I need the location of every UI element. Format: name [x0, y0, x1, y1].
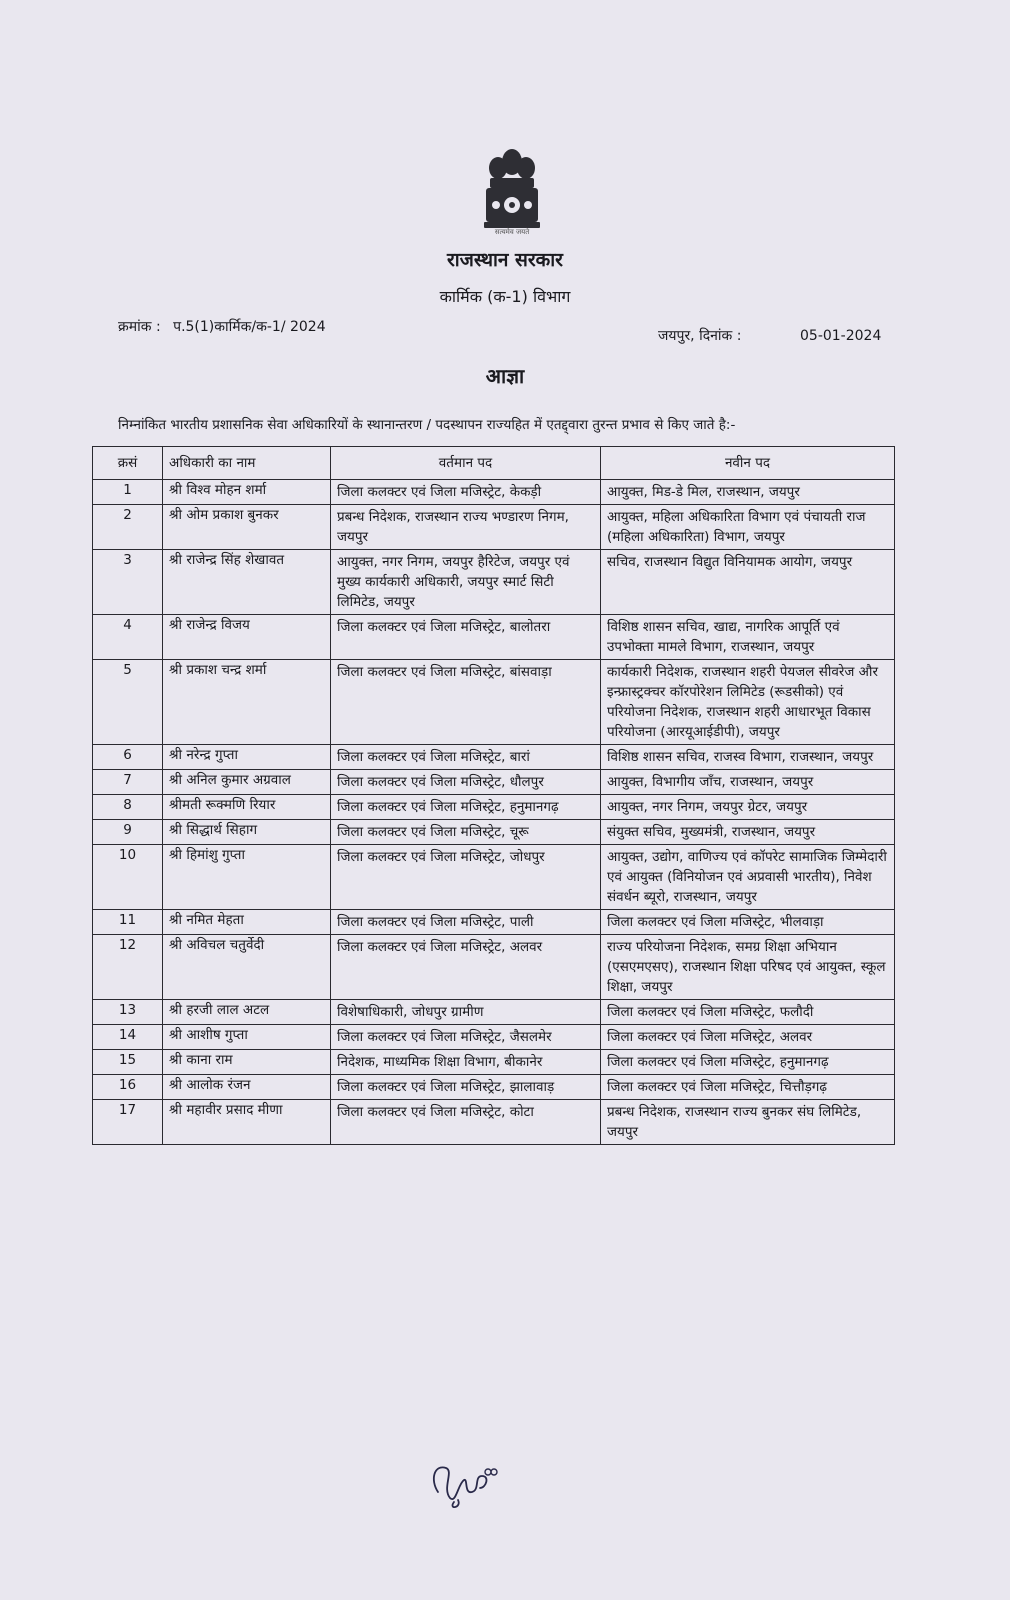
serial-number: 15 — [93, 1050, 163, 1075]
column-header-current-post: वर्तमान पद — [331, 447, 601, 480]
current-post: जिला कलक्टर एवं जिला मजिस्ट्रेट, हनुमानगढ़ — [331, 795, 601, 820]
serial-number: 1 — [93, 480, 163, 505]
new-post: आयुक्त, नगर निगम, जयपुर ग्रेटर, जयपुर — [601, 795, 895, 820]
column-header-new-post: नवीन पद — [601, 447, 895, 480]
government-name: राजस्थान सरकार — [447, 249, 563, 271]
current-post: निदेशक, माध्यमिक शिक्षा विभाग, बीकानेर — [331, 1050, 601, 1075]
place-date-label: जयपुर, दिनांक : — [658, 328, 742, 344]
table-row — [93, 745, 895, 770]
serial-number: 6 — [93, 745, 163, 770]
current-post: विशेषाधिकारी, जोधपुर ग्रामीण — [331, 1000, 601, 1025]
column-header-name: अधिकारी का नाम — [163, 447, 331, 480]
new-post: आयुक्त, महिला अधिकारिता विभाग एवं पंचायती राज (महिला अधिकारिता) विभाग, जयपुर — [601, 505, 895, 550]
current-post: प्रबन्ध निदेशक, राजस्थान राज्य भण्डारण निगम, जयपुर — [331, 505, 601, 550]
serial-number: 17 — [93, 1100, 163, 1145]
officer-name: श्री अनिल कुमार अग्रवाल — [163, 770, 331, 795]
new-post: संयुक्त सचिव, मुख्यमंत्री, राजस्थान, जयपुर — [601, 820, 895, 845]
new-post: जिला कलक्टर एवं जिला मजिस्ट्रेट, चित्तौड़गढ़ — [601, 1075, 895, 1100]
serial-number: 12 — [93, 935, 163, 1000]
officer-name: श्री ओम प्रकाश बुनकर — [163, 505, 331, 550]
reference-label: क्रमांक : — [118, 319, 161, 335]
new-post: आयुक्त, विभागीय जाँच, राजस्थान, जयपुर — [601, 770, 895, 795]
table-row — [93, 615, 895, 660]
new-post: राज्य परियोजना निदेशक, समग्र शिक्षा अभियान (एसएमएसए), राजस्थान शिक्षा परिषद एवं आयुक्त, स्कूल शिक्षा, जयपुर — [601, 935, 895, 1000]
new-post: जिला कलक्टर एवं जिला मजिस्ट्रेट, हनुमानगढ़ — [601, 1050, 895, 1075]
officer-name: श्री आशीष गुप्ता — [163, 1025, 331, 1050]
current-post: जिला कलक्टर एवं जिला मजिस्ट्रेट, पाली — [331, 910, 601, 935]
current-post: आयुक्त, नगर निगम, जयपुर हैरिटेज, जयपुर एवं मुख्य कार्यकारी अधिकारी, जयपुर स्मार्ट सिटी लिमिटेड, जयपुर — [331, 550, 601, 615]
order-title: आज्ञा — [485, 364, 525, 388]
emblem-motto: सत्यमेव जयते — [494, 228, 530, 236]
table-row — [93, 1050, 895, 1075]
table-row — [93, 1075, 895, 1100]
serial-number: 14 — [93, 1025, 163, 1050]
officer-name: श्री विश्व मोहन शर्मा — [163, 480, 331, 505]
officer-name: श्री प्रकाश चन्द्र शर्मा — [163, 660, 331, 745]
officer-name: श्रीमती रूक्मणि रियार — [163, 795, 331, 820]
officer-name: श्री नमित मेहता — [163, 910, 331, 935]
table-row — [93, 505, 895, 550]
officer-name: श्री महावीर प्रसाद मीणा — [163, 1100, 331, 1145]
current-post: जिला कलक्टर एवं जिला मजिस्ट्रेट, धौलपुर — [331, 770, 601, 795]
table-row — [93, 1025, 895, 1050]
current-post: जिला कलक्टर एवं जिला मजिस्ट्रेट, बालोतरा — [331, 615, 601, 660]
officer-name: श्री हिमांशु गुप्ता — [163, 845, 331, 910]
table-row — [93, 1100, 895, 1145]
new-post: आयुक्त, मिड-डे मिल, राजस्थान, जयपुर — [601, 480, 895, 505]
table-row — [93, 480, 895, 505]
table-row — [93, 845, 895, 910]
serial-number: 10 — [93, 845, 163, 910]
officer-name: श्री आलोक रंजन — [163, 1075, 331, 1100]
reference-line — [118, 317, 326, 336]
serial-number: 3 — [93, 550, 163, 615]
new-post: जिला कलक्टर एवं जिला मजिस्ट्रेट, फलौदी — [601, 1000, 895, 1025]
new-post: सचिव, राजस्थान विद्युत विनियामक आयोग, जयपुर — [601, 550, 895, 615]
table-row — [93, 1000, 895, 1025]
serial-number: 2 — [93, 505, 163, 550]
officer-name: श्री सिद्धार्थ सिहाग — [163, 820, 331, 845]
serial-number: 11 — [93, 910, 163, 935]
serial-number: 13 — [93, 1000, 163, 1025]
table-row — [93, 820, 895, 845]
table-row — [93, 660, 895, 745]
signature-icon — [428, 1458, 498, 1510]
column-header-serial: क्रसं — [93, 447, 163, 480]
table-row — [93, 910, 895, 935]
new-post: आयुक्त, उद्योग, वाणिज्य एवं कॉपरेट सामाजिक जिम्मेदारी एवं आयुक्त (विनियोजन एवं अप्रवासी भारतीय), निवेश संवर्धन ब्यूरो, राजस्थान, जयपुर — [601, 845, 895, 910]
serial-number: 5 — [93, 660, 163, 745]
order-date: 05-01-2024 — [800, 328, 882, 344]
officer-name: श्री अविचल चतुर्वेदी — [163, 935, 331, 1000]
serial-number: 9 — [93, 820, 163, 845]
table-row — [93, 550, 895, 615]
new-post: प्रबन्ध निदेशक, राजस्थान राज्य बुनकर संघ लिमिटेड, जयपुर — [601, 1100, 895, 1145]
officer-name: श्री नरेन्द्र गुप्ता — [163, 745, 331, 770]
serial-number: 8 — [93, 795, 163, 820]
table-row — [93, 935, 895, 1000]
national-emblem-icon — [480, 142, 544, 242]
officer-name: श्री राजेन्द्र विजय — [163, 615, 331, 660]
serial-number: 4 — [93, 615, 163, 660]
current-post: जिला कलक्टर एवं जिला मजिस्ट्रेट, चूरू — [331, 820, 601, 845]
current-post: जिला कलक्टर एवं जिला मजिस्ट्रेट, जैसलमेर — [331, 1025, 601, 1050]
new-post: जिला कलक्टर एवं जिला मजिस्ट्रेट, भीलवाड़ा — [601, 910, 895, 935]
officer-name: श्री राजेन्द्र सिंह शेखावत — [163, 550, 331, 615]
new-post: विशिष्ठ शासन सचिव, राजस्व विभाग, राजस्थान, जयपुर — [601, 745, 895, 770]
new-post: विशिष्ठ शासन सचिव, खाद्य, नागरिक आपूर्ति एवं उपभोक्ता मामले विभाग, राजस्थान, जयपुर — [601, 615, 895, 660]
new-post: कार्यकारी निदेशक, राजस्थान शहरी पेयजल सीवरेज और इन्फ्रास्ट्रक्चर कॉरपोरेशन लिमिटेड (रूडसीको) एवं परियोजना निदेशक, राजस्थान शहरी आधारभूत विकास परियोजना (आरयूआईडीपी), जयपुर — [601, 660, 895, 745]
current-post: जिला कलक्टर एवं जिला मजिस्ट्रेट, बांसवाड़ा — [331, 660, 601, 745]
current-post: जिला कलक्टर एवं जिला मजिस्ट्रेट, बारां — [331, 745, 601, 770]
new-post: जिला कलक्टर एवं जिला मजिस्ट्रेट, अलवर — [601, 1025, 895, 1050]
officer-name: श्री काना राम — [163, 1050, 331, 1075]
serial-number: 16 — [93, 1075, 163, 1100]
current-post: जिला कलक्टर एवं जिला मजिस्ट्रेट, अलवर — [331, 935, 601, 1000]
reference-number: प.5(1)कार्मिक/क-1/ 2024 — [173, 319, 326, 335]
current-post: जिला कलक्टर एवं जिला मजिस्ट्रेट, कोटा — [331, 1100, 601, 1145]
table-row — [93, 795, 895, 820]
current-post: जिला कलक्टर एवं जिला मजिस्ट्रेट, झालावाड़ — [331, 1075, 601, 1100]
current-post: जिला कलक्टर एवं जिला मजिस्ट्रेट, केकड़ी — [331, 480, 601, 505]
table-row — [93, 770, 895, 795]
current-post: जिला कलक्टर एवं जिला मजिस्ट्रेट, जोधपुर — [331, 845, 601, 910]
department-name: कार्मिक (क-1) विभाग — [439, 287, 571, 306]
table-header-row — [93, 447, 895, 480]
officer-name: श्री हरजी लाल अटल — [163, 1000, 331, 1025]
transfer-table — [92, 446, 895, 1145]
serial-number: 7 — [93, 770, 163, 795]
order-intro: निम्नांकित भारतीय प्रशासनिक सेवा अधिकारियों के स्थानान्तरण / पदस्थापन राज्यहित में एतद्द्वारा तुरन्त प्रभाव से किए जाते है:- — [118, 417, 736, 433]
